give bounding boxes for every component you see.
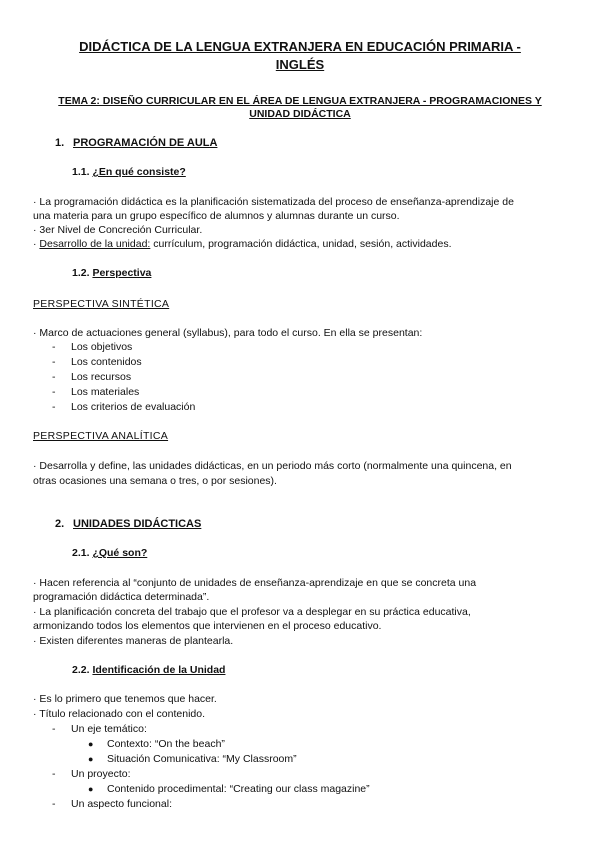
list-dash: - (52, 723, 56, 735)
document-title-line1: DIDÁCTICA DE LA LENGUA EXTRANJERA EN EDUCACIÓN PRIMARIA - (79, 39, 521, 54)
paragraph-1-1-line2: una materia para un grupo específico de alumnos y alumnas durante un curso. (33, 210, 400, 222)
list-item: Los materiales (71, 386, 140, 398)
subsection-1-1-heading (72, 165, 186, 179)
subsection-1-2-heading (72, 266, 151, 280)
desarrollo-text: currículum, programación didáctica, unidad, sesión, actividades. (150, 238, 452, 250)
list-item: Un aspecto funcional: (71, 798, 172, 810)
subsection-2-2-number: 2.2. (72, 664, 90, 676)
paragraph-2-1-line4: armonizando todos los elementos que intervienen en el proceso educativo. (33, 620, 382, 632)
list-dash: - (52, 768, 56, 780)
paragraph-1-1-line4 (33, 237, 451, 251)
list-item: Un eje temático: (71, 723, 147, 735)
subsection-2-1-label: ¿Qué son? (92, 547, 148, 559)
list-dash: - (52, 371, 56, 383)
paragraph-2-2-line1: · Es lo primero que tenemos que hacer. (33, 693, 217, 705)
subsection-2-1-number: 2.1. (72, 547, 90, 559)
subsection-1-2-number: 1.2. (72, 267, 90, 279)
list-dash: - (52, 341, 56, 353)
bullet-icon: ● (88, 754, 94, 764)
subsection-1-2-label: Perspectiva (92, 267, 152, 279)
perspectiva-analitica-label: PERSPECTIVA ANALÍTICA (33, 430, 169, 442)
list-item: Los criterios de evaluación (71, 401, 196, 413)
section2-label: UNIDADES DIDÁCTICAS (73, 518, 202, 530)
section1-heading (55, 136, 217, 150)
paragraph-1-1-line1: · La programación didáctica es la planificación sistematizada del proceso de enseñanza-aprendizaje de (33, 196, 514, 208)
subsection-2-2-label: Identificación de la Unidad (92, 664, 226, 676)
topic-title-line2: UNIDAD DIDÁCTICA (249, 108, 351, 120)
list-item: Los recursos (71, 371, 132, 383)
list-item: Los contenidos (71, 356, 142, 368)
paragraph-2-1-line5: · Existen diferentes maneras de plantearla. (33, 635, 234, 647)
perspectiva-sintetica-intro: · Marco de actuaciones general (syllabus), para todo el curso. En ella se presentan: (33, 327, 423, 339)
subsection-2-2-heading (72, 663, 225, 677)
paragraph-2-2-line2: · Título relacionado con el contenido. (33, 708, 205, 720)
list-item: Un proyecto: (71, 768, 131, 780)
bullet-icon: ● (88, 739, 94, 749)
list-dash: - (52, 798, 56, 810)
section2-heading (55, 517, 201, 531)
subsection-2-1-heading (72, 546, 147, 560)
topic-title-line1: TEMA 2: DISEÑO CURRICULAR EN EL ÁREA DE LENGUA EXTRANJERA - PROGRAMACIONES Y (58, 95, 542, 107)
bullet-dot: · (33, 238, 40, 250)
list-dash: - (52, 356, 56, 368)
sub-list-item: Contenido procedimental: “Creating our class magazine” (107, 783, 370, 795)
subsection-1-1-label: ¿En qué consiste? (92, 166, 186, 178)
sub-list-item: Contexto: “On the beach” (107, 738, 225, 750)
subsection-1-1-number: 1.1. (72, 166, 90, 178)
perspectiva-analitica-line1: · Desarrolla y define, las unidades didácticas, en un periodo más corto (normalmente una quincena, en (33, 460, 512, 472)
desarrollo-label: Desarrollo de la unidad: (39, 238, 151, 250)
section1-number: 1. (55, 137, 65, 149)
bullet-icon: ● (88, 784, 94, 794)
document-title-line2: INGLÉS (275, 57, 325, 72)
perspectiva-sintetica-label: PERSPECTIVA SINTÉTICA (33, 298, 170, 310)
list-dash: - (52, 386, 56, 398)
paragraph-2-1-line2: programación didáctica determinada”. (33, 591, 210, 603)
paragraph-1-1-line3: · 3er Nivel de Concreción Curricular. (33, 224, 203, 236)
section1-label: PROGRAMACIÓN DE AULA (73, 137, 218, 149)
list-item: Los objetivos (71, 341, 133, 353)
paragraph-2-1-line1: · Hacen referencia al “conjunto de unidades de enseñanza-aprendizaje en que se concreta una (33, 577, 477, 589)
list-dash: - (52, 401, 56, 413)
perspectiva-analitica-line2: otras ocasiones una semana o tres, o por sesiones). (33, 475, 277, 487)
section2-number: 2. (55, 518, 65, 530)
sub-list-item: Situación Comunicativa: “My Classroom” (107, 753, 297, 765)
paragraph-2-1-line3: · La planificación concreta del trabajo que el profesor va a desplegar en su práctica educativa, (33, 606, 471, 618)
